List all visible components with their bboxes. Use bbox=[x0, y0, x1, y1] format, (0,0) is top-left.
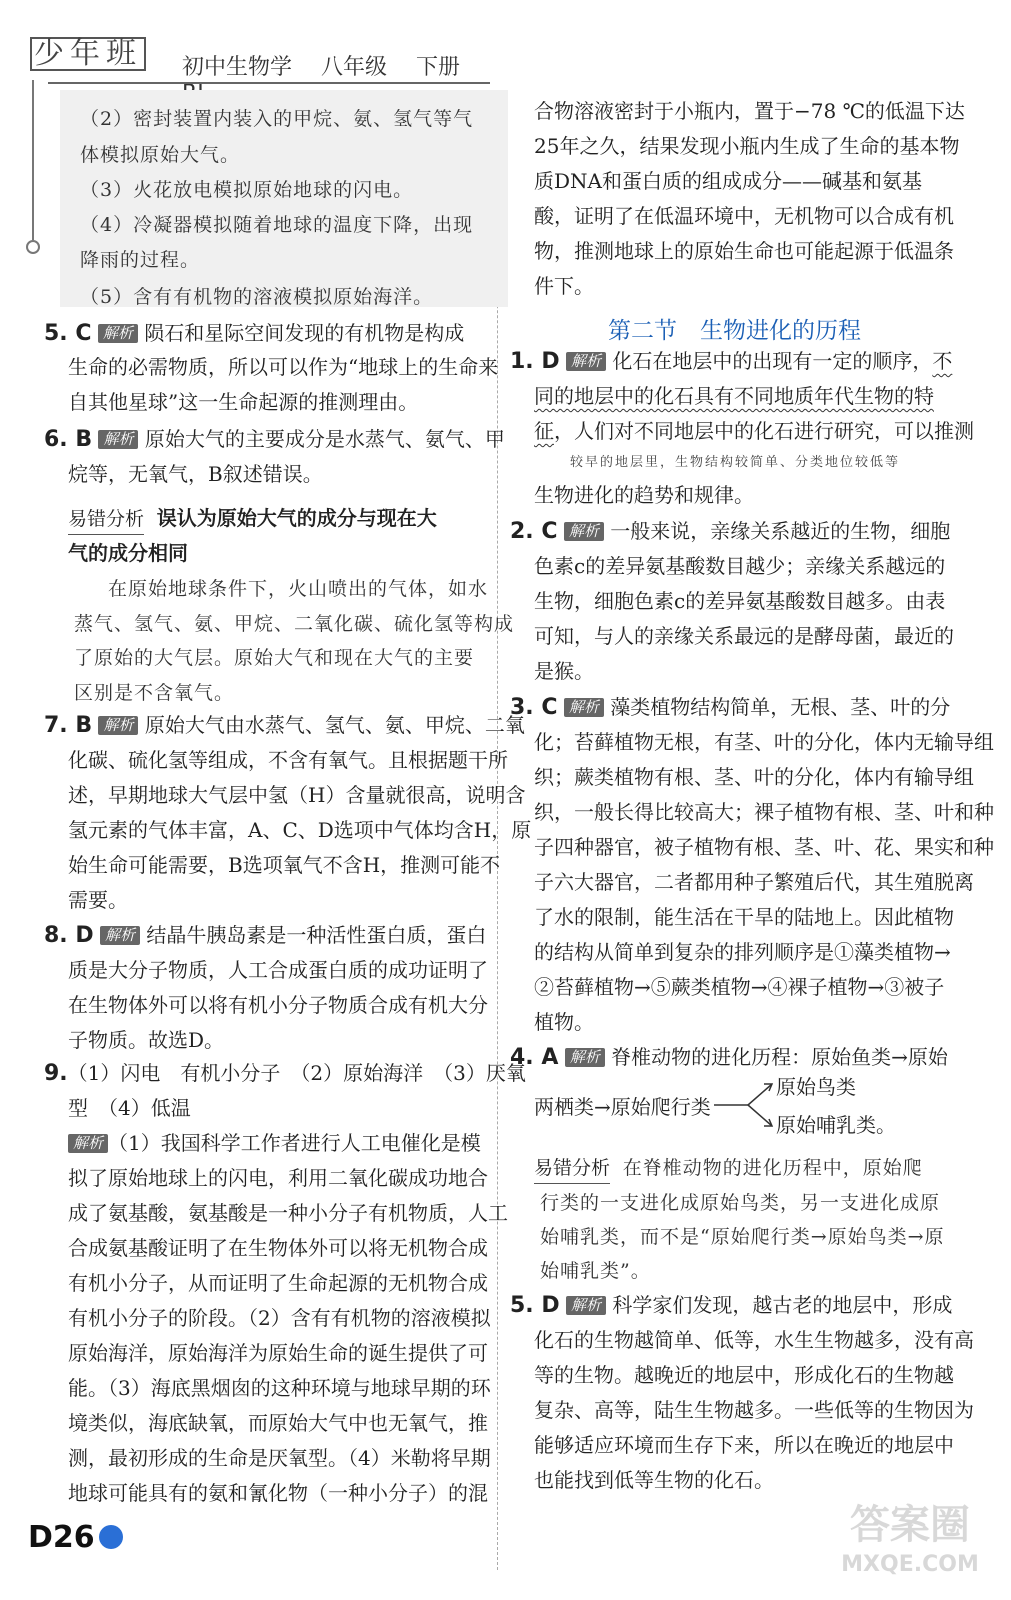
answer-line: 原始大气由水蒸气、氢气、氨、甲烷、二氧 bbox=[144, 713, 525, 737]
error-analysis-label: 易错分析 bbox=[68, 504, 144, 535]
error-line: 区别是不含氧气。 bbox=[74, 682, 235, 704]
question-number: 7. B bbox=[44, 713, 93, 738]
box-line: （4）冷凝器模拟随着地球的温度下降，出现 bbox=[80, 214, 474, 236]
analysis-tag: 解析 bbox=[566, 1296, 606, 1315]
answer-line: 植物。 bbox=[534, 1010, 594, 1034]
answer-line: 织；蕨类植物有根、茎、叶的分化，体内有输导组 bbox=[534, 765, 974, 789]
answer-line: ，人们对不同地层中的化石进行研究，可以推测 bbox=[554, 419, 974, 443]
error-line: 始哺乳类，而不是“原始爬行类→原始鸟类→原 bbox=[540, 1226, 945, 1248]
error-line: 在原始地球条件下，火山喷出的气体，如水 bbox=[108, 578, 489, 600]
error-title: 误认为原始大气的成分与现在大 bbox=[156, 506, 437, 530]
answer-line: 结晶牛胰岛素是一种活性蛋白质，蛋白 bbox=[146, 923, 487, 947]
answer-line: 始生命可能需要，B选项氧气不含H，推测可能不 bbox=[68, 853, 501, 877]
section-title: 第二节 生物进化的历程 bbox=[608, 318, 861, 344]
answer-line: 成了氨基酸，氨基酸是一种小分子有机物质，人工 bbox=[68, 1201, 508, 1225]
answer-line: 化石在地层中的出现有一定的顺序， bbox=[612, 349, 933, 373]
underlined-text: 不 bbox=[932, 349, 953, 373]
answer-line: 质是大分子物质，人工合成蛋白质的成功证明了 bbox=[68, 958, 488, 982]
box-line: 体模拟原始大气。 bbox=[80, 144, 241, 166]
question-number: 5. C bbox=[44, 321, 92, 346]
watermark-line: 答案圈 bbox=[850, 1502, 970, 1548]
question-number: 2. C bbox=[510, 519, 558, 544]
branch-arrows-icon bbox=[712, 1072, 776, 1138]
question-number: 3. C bbox=[510, 695, 558, 720]
header-grade: 八年级 bbox=[321, 55, 388, 80]
brand-text: 少年班 bbox=[30, 37, 146, 71]
answer-line: 子物质。故选D。 bbox=[68, 1028, 225, 1052]
answer-line: 物，推测地球上的原始生命也可能起源于低温条 bbox=[534, 239, 954, 263]
header-volume: 下册 bbox=[416, 55, 461, 80]
answer-line: 境类似，海底缺氧，而原始大气中也无氧气，推 bbox=[68, 1411, 488, 1435]
error-line: 了原始的大气层。原始大气和现在大气的主要 bbox=[74, 647, 475, 669]
box-line: （5）含有有机物的溶液模拟原始海洋。 bbox=[80, 286, 434, 308]
answer-line: 化碳、硫化氢等组成，不含有氧气。且根据题干所 bbox=[68, 748, 508, 772]
analysis-tag: 解析 bbox=[564, 698, 604, 717]
answer-line: 复杂、高等，陆生生物越多。一些低等的生物因为 bbox=[534, 1398, 974, 1422]
question-number: 5. D bbox=[510, 1293, 560, 1318]
analysis-tag: 解析 bbox=[98, 716, 138, 735]
evolution-chain: 两栖类→原始爬行类 bbox=[534, 1095, 711, 1119]
answer-line: 件下。 bbox=[534, 274, 594, 298]
answer-line: 原始海洋，原始海洋为原始生命的诞生提供了可 bbox=[68, 1341, 488, 1365]
decorative-line bbox=[32, 80, 34, 240]
answer-line: 酸，证明了在低温环境中，无机物可以合成有机 bbox=[534, 204, 954, 228]
answer-line: 一般来说，亲缘关系越近的生物，细胞 bbox=[610, 519, 951, 543]
answer-line: 脊椎动物的进化历程：原始鱼类→原始 bbox=[611, 1045, 948, 1069]
answer-line: 测，最初形成的生命是厌氧型。（4）米勒将早期 bbox=[68, 1446, 491, 1470]
answer-line: 型 （4）低温 bbox=[68, 1096, 191, 1120]
answer-line: 需要。 bbox=[68, 888, 128, 912]
answer-line: 可知，与人的亲缘关系最远的是酵母菌，最近的 bbox=[534, 624, 954, 648]
branch-label: 原始哺乳类。 bbox=[776, 1113, 896, 1137]
answer-line: 烷等，无氧气，B叙述错误。 bbox=[68, 462, 323, 486]
box-line: （3）火花放电模拟原始地球的闪电。 bbox=[80, 179, 414, 201]
watermark-line: MXQE.COM bbox=[841, 1552, 979, 1577]
brand-logo bbox=[30, 36, 150, 71]
error-title: 气的成分相同 bbox=[68, 541, 188, 565]
answer-line: 化石的生物越简单、低等，水生生物越多，没有高 bbox=[534, 1328, 974, 1352]
answer-line: 拟了原始地球上的闪电，利用二氧化碳成功地合 bbox=[68, 1166, 488, 1190]
question-number: 6. B bbox=[44, 427, 93, 452]
answer-line: 在生物体外可以将有机小分子物质合成有机大分 bbox=[68, 993, 488, 1017]
answer-line: 质DNA和蛋白质的组成成分——碱基和氨基 bbox=[534, 169, 922, 193]
error-line: 行类的一支进化成原始鸟类，另一支进化成原 bbox=[540, 1192, 941, 1214]
page-header bbox=[30, 36, 530, 80]
answer-line: 述，早期地球大气层中氢（H）含量就很高，说明含 bbox=[68, 783, 526, 807]
answer-line: 有机小分子，从而证明了生命起源的无机物合成 bbox=[68, 1271, 488, 1295]
error-analysis-label: 易错分析 bbox=[534, 1153, 610, 1184]
question-number: 1. D bbox=[510, 349, 560, 374]
question-number: 9. bbox=[44, 1061, 68, 1086]
answer-line: 等的生物。越晚近的地层中，形成化石的生物越 bbox=[534, 1363, 954, 1387]
decorative-ring-icon bbox=[26, 240, 40, 254]
box-line: 降雨的过程。 bbox=[80, 249, 201, 271]
branch-label: 原始鸟类 bbox=[776, 1075, 856, 1099]
answer-line: 氢元素的气体丰富，A、C、D选项中气体均含H，原 bbox=[68, 818, 532, 842]
answer-line: 是猴。 bbox=[534, 659, 594, 683]
question-number: 4. A bbox=[510, 1045, 559, 1070]
answer-line: （1）闪电 有机小分子 （2）原始海洋 （3）厌氧 bbox=[67, 1061, 526, 1085]
answer-line: 的结构从简单到复杂的排列顺序是①藻类植物→ bbox=[534, 940, 951, 964]
page-number bbox=[28, 1520, 123, 1555]
underlined-text: 同的地层中的化石具有不同地质年代生物的特 bbox=[534, 384, 934, 408]
answer-line: 原始大气的主要成分是水蒸气、氨气、甲 bbox=[144, 427, 505, 451]
watermark bbox=[820, 1500, 1000, 1590]
header-subject: 初中生物学 bbox=[182, 55, 293, 80]
underlined-text: 征 bbox=[534, 419, 554, 443]
page-dot-icon bbox=[99, 1525, 123, 1549]
answer-line: 陨石和星际空间发现的有机物是构成 bbox=[144, 321, 465, 345]
answer-line: 生物，细胞色素c的差异氨基酸数目越多。由表 bbox=[534, 589, 946, 613]
analysis-tag: 解析 bbox=[564, 522, 604, 541]
answer-line: 能。（3）海底黑烟囱的这种环境与地球早期的环 bbox=[68, 1376, 491, 1400]
answer-line: 子四种器官，被子植物有根、茎、叶、花、果实和种 bbox=[534, 835, 994, 859]
handwritten-note: 较早的地层里，生物结构较简单、分类地位较低等 bbox=[570, 455, 901, 470]
error-line: 始哺乳类”。 bbox=[540, 1260, 651, 1282]
box-line: （2）密封装置内装入的甲烷、氨、氢气等气 bbox=[80, 108, 474, 130]
error-line: 蒸气、氢气、氨、甲烷、二氧化碳、硫化氢等构成 bbox=[74, 613, 515, 635]
error-line: 在脊椎动物的进化历程中，原始爬 bbox=[622, 1157, 923, 1179]
answer-line: 合物溶液密封于小瓶内，置于−78 ℃的低温下达 bbox=[534, 99, 965, 123]
answer-line: 色素c的差异氨基酸数目越少；亲缘关系越远的 bbox=[534, 554, 946, 578]
answer-line: 合成氨基酸证明了在生物体外可以将无机物合成 bbox=[68, 1236, 488, 1260]
analysis-tag: 解析 bbox=[98, 324, 138, 343]
answer-line: 子六大器官，二者都用种子繁殖后代，其生殖脱离 bbox=[534, 870, 974, 894]
analysis-tag: 解析 bbox=[565, 1048, 605, 1067]
answer-line: 地球可能具有的氨和氰化物（一种小分子）的混 bbox=[68, 1481, 488, 1505]
question-number: 8. D bbox=[44, 923, 94, 948]
answer-line: 25年之久，结果发现小瓶内生成了生命的基本物 bbox=[534, 134, 960, 158]
answer-line: （1）我国科学工作者进行人工电催化是模 bbox=[108, 1131, 481, 1155]
answer-line: 科学家们发现，越古老的地层中，形成 bbox=[612, 1293, 953, 1317]
answer-line: 化；苔藓植物无根，有茎、叶的分化，体内无输导组 bbox=[534, 730, 994, 754]
answer-line: ②苔藓植物→⑤蕨类植物→④裸子植物→③被子 bbox=[534, 975, 945, 999]
analysis-tag: 解析 bbox=[68, 1134, 108, 1153]
answer-line: 自其他星球”这一生命起源的推测理由。 bbox=[68, 390, 419, 414]
answer-line: 有机小分子的阶段。（2）含有有机物的溶液模拟 bbox=[68, 1306, 491, 1330]
answer-line: 也能找到低等生物的化石。 bbox=[534, 1468, 774, 1492]
answer-line: 藻类植物结构简单，无根、茎、叶的分 bbox=[610, 695, 951, 719]
answer-line: 织，一般长得比较高大；裸子植物有根、茎、叶和种 bbox=[534, 800, 994, 824]
answer-line: 生物进化的趋势和规律。 bbox=[534, 483, 754, 507]
analysis-tag: 解析 bbox=[98, 430, 138, 449]
analysis-tag: 解析 bbox=[566, 352, 606, 371]
header-rule bbox=[48, 82, 490, 84]
answer-line: 了水的限制，能生活在干旱的陆地上。因此植物 bbox=[534, 905, 954, 929]
answer-line: 能够适应环境而生存下来，所以在晚近的地层中 bbox=[534, 1433, 954, 1457]
page-number-text: D26 bbox=[28, 1520, 95, 1555]
analysis-tag: 解析 bbox=[100, 926, 140, 945]
answer-line: 生命的必需物质，所以可以作为“地球上的生命来 bbox=[68, 355, 499, 379]
